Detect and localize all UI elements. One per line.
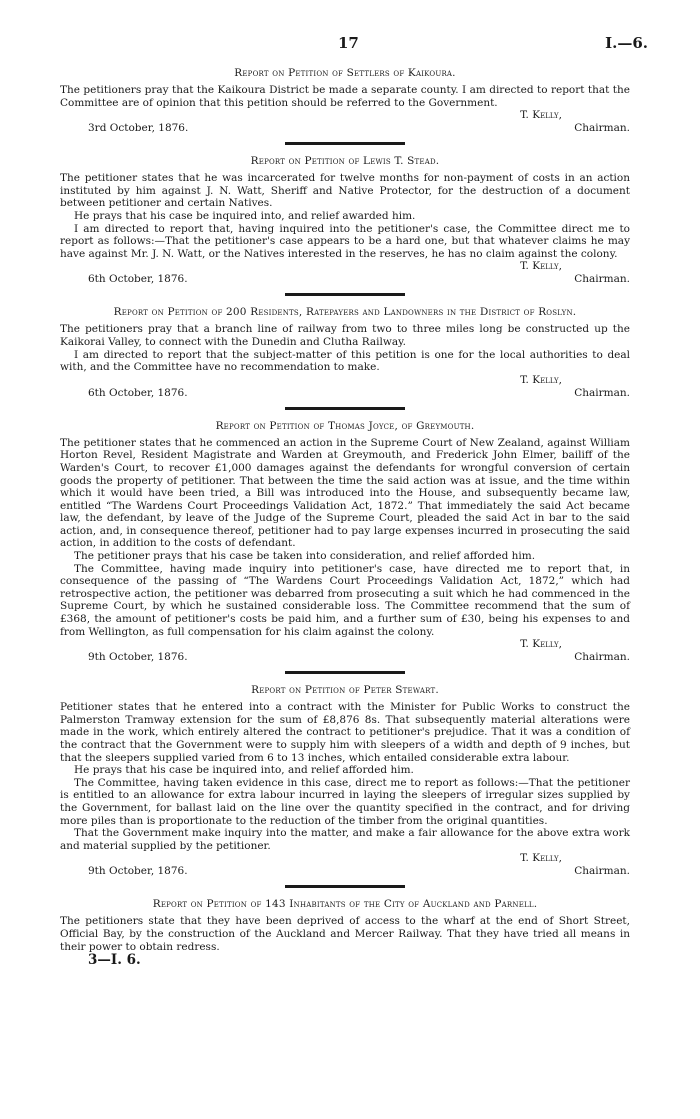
section-divider [285,885,405,888]
signatory-name: T. Kelly, [520,852,562,865]
report-paragraph: I am directed to report that the subject-matter of this petition is one for the local authorities to deal with, and the Committee have no recommendation to make. [60,348,630,374]
report-title: Report on Petition of 200 Residents, Ratepayers and Landowners in the District of Roslyn. [113,306,577,319]
signature-block [60,852,630,879]
report-date: 3rd October, 1876. [88,122,189,135]
report-paragraph: The petitioner prays that his case be taken into consideration, and relief afforded him. [74,550,536,563]
signatory-role: Chairman. [574,273,630,286]
signature-block [60,260,630,287]
report-paragraph: That the Government make inquiry into the matter, and make a fair allowance for the above extra work and material supplied by the petitioner. [60,827,630,852]
report-date: 9th October, 1876. [88,651,188,664]
report-date: 9th October, 1876. [88,865,188,878]
page-body [60,67,630,968]
signature-block [60,374,630,401]
report-paragraph: The petitioner states that he was incarcerated for twelve months for non-payment of costs in an action instituted by him against J. N. Watt, Sheriff and Native Protector, for the destruction of a document between petitioner and certain Natives. [60,172,630,210]
document-reference: I.—6. [605,34,648,52]
report-title: Report on Petition of Settlers of Kaikoura. [234,67,456,79]
signatory-name: T. Kelly, [520,260,562,273]
section-divider [285,407,405,410]
report-auckland [60,898,630,968]
report-paragraph: The petitioners state that they have been deprived of access to the wharf at the end of Short Street, Official Bay, by the construction of the Auckland and Mercer Railway. That they have tried all means in their power to obtain redress. [60,915,630,953]
report-title: Report on Petition of Thomas Joyce, of Greymouth. [215,419,475,432]
report-paragraph: Petitioner states that he entered into a contract with the Minister for Public Works to construct the Palmerston Tramway extension for the sum of £8,876 8s. That subsequently material alterations were made in the work, which entirely altered the contract to petitioner's prejudice. That it was a condition of the contract that the Government were to supply him with sleepers of a width and depth of 9 inches, but that the sleepers supplied varied from 6 to 13 inches, which entailed considerable extra labour. [60,701,630,764]
signature-block [60,638,630,665]
signatory-role: Chairman. [574,386,630,399]
report-paragraph: He prays that his case be inquired into, and relief afforded him. [74,764,414,777]
report-kaikoura [60,67,630,145]
signatory-role: Chairman. [574,122,630,135]
section-divider [285,671,405,674]
sheet-reference: 3—I. 6. [88,952,141,969]
signatory-role: Chairman. [574,865,630,878]
signatory-name: T. Kelly, [520,638,562,651]
report-paragraph: The petitioners pray that the Kaikoura District be made a separate county. I am directed to report that the Committee are of opinion that this petition should be referred to the Government. [60,84,630,109]
report-paragraph: The petitioner states that he commenced an action in the Supreme Court of New Zealand, against William Horton Revel, Resident Magistrate and Warden at Greymouth, and Frederick John Elmer, bailiff of the Warden's Court, to recover £1,000 damages against the defendants for wrongful conversion of certain goods the property of petitioner. That between the time the said action was at issue, and the time within which it would have been tried, a Bill was introduced into the House, and subsequently became law, entitled “The Wardens Court Proceedings Validation Act, 1872.” That immediately the said Act became law, the defendant, by leave of the Judge of the Supreme Court, pleaded the said Act in bar to the said action, and, in consequence thereof, petitioner had to pay large expenses incurred in prosecuting the said action, in addition to the costs of defendant. [60,436,630,550]
report-paragraph: The petitioners pray that a branch line of railway from two to three miles long be constructed up the Kaikorai Valley, to connect with the Dunedin and Clutha Railway. [60,323,630,348]
report-date: 6th October, 1876. [88,273,188,286]
page-number: 17 [338,34,359,52]
report-stewart [60,684,630,888]
report-joyce [60,420,630,675]
report-paragraph: The Committee, having taken evidence in this case, direct me to report as follows:—That the petitioner is entitled to an allowance for extra labour incurred in laying the sleepers of irregular sizes supplied by the Government, for ballast laid on the line over the quantity specified in the contract, and for driving more piles than is proportionate to the reduction of the timber from the original quantities. [60,776,630,827]
page-header [0,34,700,56]
report-paragraph: The Committee, having made inquiry into petitioner's case, have directed me to report that, in consequence of the passing of “The Wardens Court Proceedings Validation Act, 1872,” which had retrospective action, the petitioner was debarred from prosecuting a suit which he had commenced in the Supreme Court, by which he sustained considerable loss. The Committee recommend that the sum of £368, the amount of petitioner's costs be paid him, and a further sum of £30, being his expenses to and from Wellington, as full compensation for his claim against the colony. [60,562,630,638]
report-title: Report on Petition of Peter Stewart. [251,684,439,697]
report-date: 6th October, 1876. [88,386,188,399]
report-paragraph: I am directed to report that, having inquired into the petitioner's case, the Committee direct me to report as follows:—That the petitioner's case appears to be a hard one, but that whatever claims he may have against Mr. J. N. Watt, or the Natives interested in the reserves, he has no claim against the colony. [60,222,630,260]
report-paragraph: He prays that his case be inquired into, and relief awarded him. [74,209,416,222]
report-title: Report on Petition of Lewis T. Stead. [250,155,440,168]
signatory-name: T. Kelly, [520,373,562,386]
report-roslyn [60,306,630,409]
section-divider [285,142,405,145]
report-stead [60,155,630,296]
signatory-name: T. Kelly, [520,109,562,122]
signature-block [60,109,630,136]
section-divider [285,293,405,296]
signatory-role: Chairman. [574,651,630,664]
report-title: Report on Petition of 143 Inhabitants of the City of Auckland and Parnell. [152,898,538,911]
